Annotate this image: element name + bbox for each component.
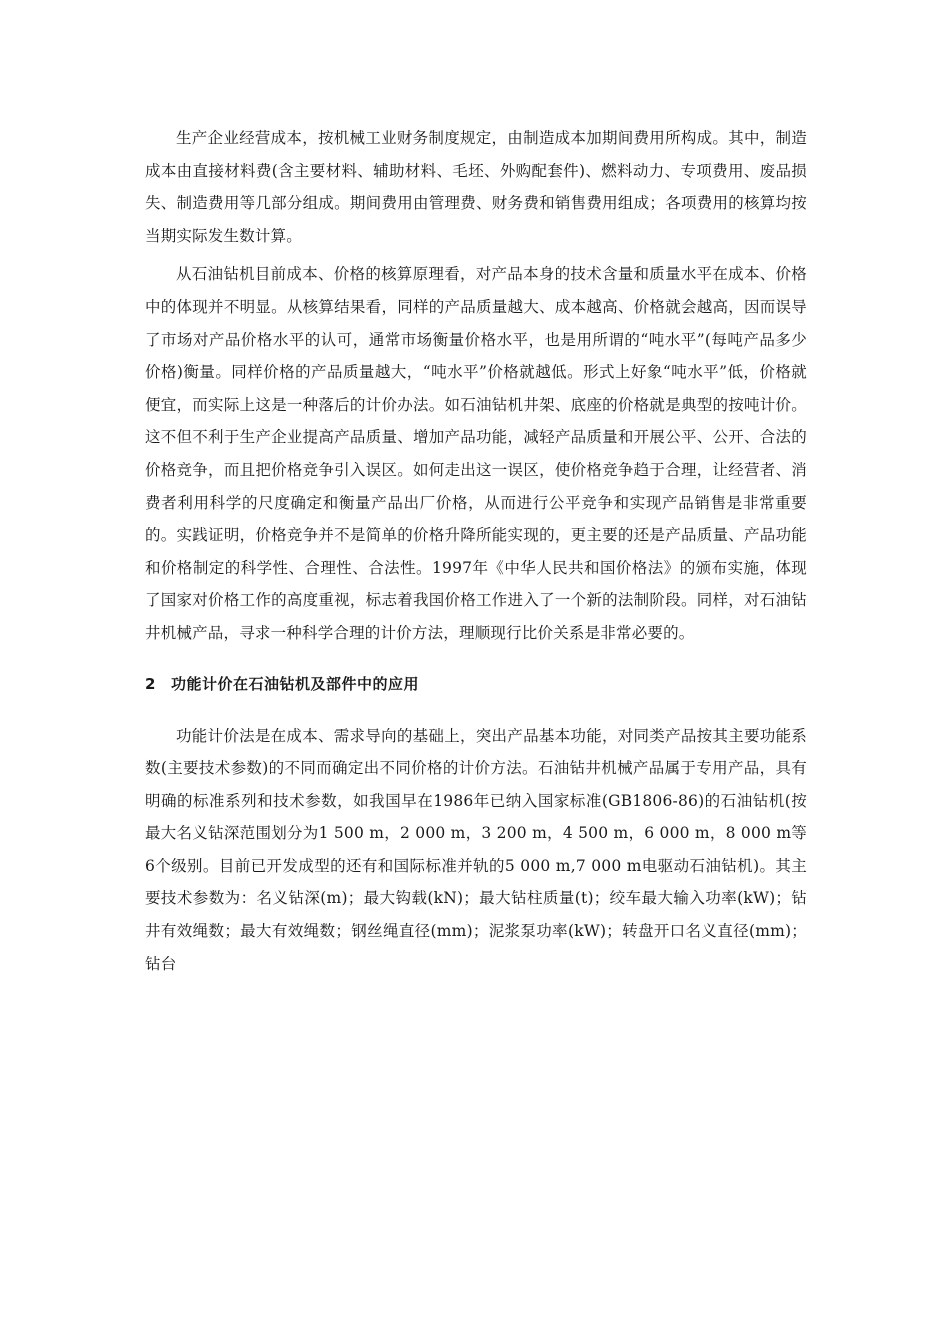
document-page <box>145 122 807 980</box>
section-title: 功能计价在石油钻机及部件中的应用 <box>171 674 420 693</box>
paragraph-cost-structure: 生产企业经营成本，按机械工业财务制度规定，由制造成本加期间费用所构成。其中，制造成本由直接材料费(含主要材料、辅助材料、毛坯、外购配套件)、燃料动力、专项费用、废品损失、制造费用等几部分组成。期间费用由管理费、财务费和销售费用组成；各项费用的核算均按当期实际发生数计算。 <box>145 129 807 245</box>
section-heading <box>145 668 807 700</box>
paragraph-pricing-analysis: 从石油钻机目前成本、价格的核算原理看，对产品本身的技术含量和质量水平在成本、价格中的体现并不明显。从核算结果看，同样的产品质量越大、成本越高、价格就会越高，因而误导了市场对产品价格水平的认可，通常市场衡量价格水平，也是用所谓的“吨水平”(每吨产品多少价格)衡量。同样价格的产品质量越大，“吨水平”价格就越低。形式上好象“吨水平”低，价格就便宜，而实际上这是一种落后的计价办法。如石油钻机井架、底座的价格就是典型的按吨计价。这不但不利于生产企业提高产品质量、增加产品功能，减轻产品质量和开展公平、公开、合法的价格竞争，而且把价格竞争引入误区。如何走出这一误区，使价格竞争趋于合理，让经营者、消费者利用科学的尺度确定和衡量产品出厂价格，从而进行公平竞争和实现产品销售是非常重要的。实践证明，价格竞争并不是简单的价格升降所能实现的，更主要的还是产品质量、产品功能和价格制定的科学性、合理性、合法性。1997年《中华人民共和国价格法》的颁布实施，体现了国家对价格工作的高度重视，标志着我国价格工作进入了一个新的法制阶段。同样，对石油钻井机械产品，寻求一种科学合理的计价方法，理顺现行比价关系是非常必要的。 <box>145 265 807 642</box>
paragraph-functional-pricing: 功能计价法是在成本、需求导向的基础上，突出产品基本功能，对同类产品按其主要功能系数(主要技术参数)的不同而确定出不同价格的计价方法。石油钻井机械产品属于专用产品，具有明确的标准系列和技术参数，如我国早在1986年已纳入国家标准(GB1806-86)的石油钻机(按最大名义钻深范围划分为1 500 m，2 000 m，3 200 m，4 500 m，6 000 m，8 000 m等6个级别。目前已开发成型的还有和国际标准并轨的5 000 m,7 000 m电驱动石油钻机)。其主要技术参数为：名义钻深(m)；最大钩载(kN)；最大钻柱质量(t)；绞车最大输入功率(kW)；钻井有效绳数；最大有效绳数；钢丝绳直径(mm)；泥浆泵功率(kW)；转盘开口名义直径(mm)；钻台 <box>145 726 807 973</box>
section-number: 2 <box>145 674 156 693</box>
